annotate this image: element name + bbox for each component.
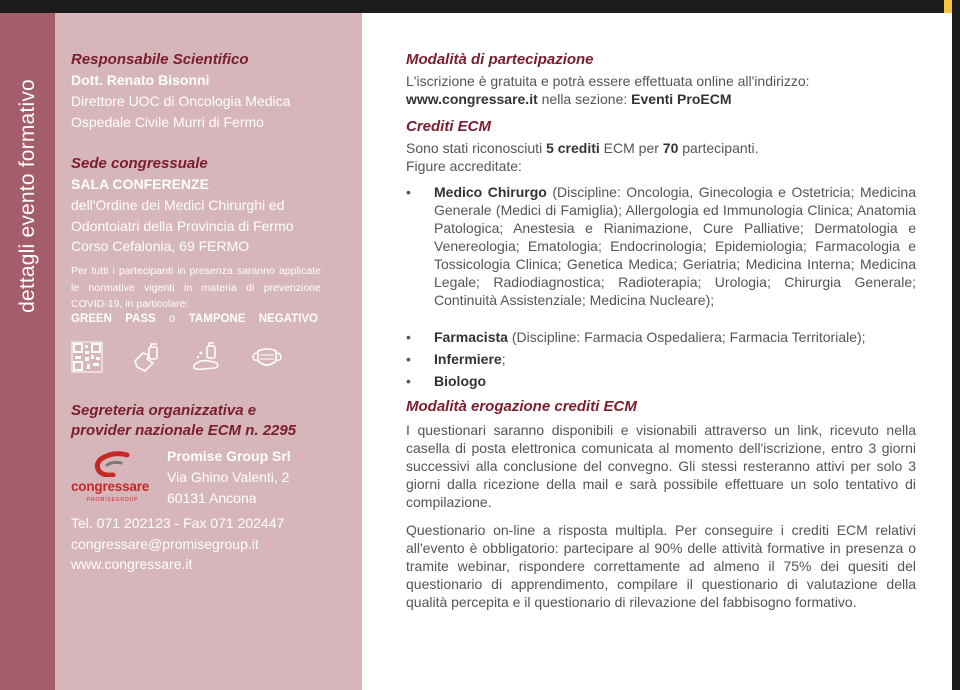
partecipazione-heading: Modalità di partecipazione	[406, 51, 594, 68]
partecipazione-text	[406, 72, 916, 108]
bullet-title: Medico Chirurgo	[434, 184, 547, 200]
email-link[interactable]: congressare@promisegroup.it	[71, 535, 259, 552]
bullet-dot: •	[406, 184, 411, 200]
bullet-dot: •	[406, 329, 411, 345]
company-block	[167, 446, 357, 508]
bullet-infermiere	[434, 350, 916, 368]
crediti-count: 5 crediti	[546, 140, 600, 156]
bullet-text: ;	[501, 351, 506, 367]
segreteria-heading-2: provider nazionale ECM n. 2295	[71, 422, 297, 439]
bullet-dot: •	[406, 351, 411, 367]
covid-text: Per tutti i partecipanti in presenza saranno applicate le normative vigenti in materia di prevenzione COVID-19, in particolare:	[71, 265, 321, 310]
bullet-biologo	[434, 372, 916, 390]
qr-code-icon	[71, 341, 103, 373]
hand-wash-icon	[191, 341, 223, 373]
segreteria-section	[71, 401, 353, 441]
figure-accreditate: Figure accreditate:	[406, 158, 522, 174]
side-strip	[0, 13, 55, 690]
bullet-title: Farmacista	[434, 329, 508, 345]
partecipazione-section: Eventi ProECM	[631, 91, 732, 107]
bullet-title: Infermiere	[434, 351, 502, 367]
responsabile-hospital: Ospedale Civile Murri di Fermo	[71, 113, 264, 130]
crediti-text	[406, 139, 916, 175]
negativo-label: NEGATIVO	[258, 312, 318, 325]
company-street: Via Ghino Valenti, 2	[167, 469, 290, 485]
contacts-block	[71, 513, 353, 575]
crediti-heading: Crediti ECM	[406, 118, 492, 135]
logo-swoosh-icon	[93, 451, 133, 477]
bullet-text: (Discipline: Oncologia, Ginecologia e Ostetricia; Medicina Generale (Medici di Famiglia); Allergologia ed Immunologia Clinica; Anatomia Patologica; Anestesia e Rianimazione, Cure Palliative; Dermatologia e Venereologia; Ematologia; Endocrinologia; Epidemiologia; Farmacologia e Tossicologia Clinica; Genetica Medica; Geriatria; Medicina Interna; Medicina Legale; Radiodiagnostica; Radioterapia; Urologia; Chirurgia Generale; Continuità Assistenziale; Medicina Nucleare);	[434, 184, 916, 308]
partecipazione-line-1: L'iscrizione è gratuita e potrà essere effettuata online all'indirizzo:	[406, 73, 810, 89]
sede-venue: SALA CONFERENZE	[71, 176, 209, 192]
sede-address: Corso Cefalonia, 69 FERMO	[71, 238, 250, 254]
website-link[interactable]: www.congressare.it	[71, 556, 193, 572]
crediti-t2: ECM per	[603, 140, 663, 156]
congressare-logo	[71, 451, 159, 511]
covid-icons	[71, 341, 283, 373]
vertical-title: dettagli evento formativo	[16, 79, 39, 313]
bullet-dot: •	[406, 373, 411, 389]
segreteria-heading-1: Segreteria organizzativa e	[71, 402, 257, 419]
bullet-text: (Discipline: Farmacia Ospedaliera; Farmacia Territoriale);	[507, 329, 866, 345]
responsabile-heading: Responsabile Scientifico	[71, 51, 249, 68]
erogazione-paragraph-2: Questionario on-line a risposta multipla. Per conseguire i crediti ECM relativi all'evento è obbligatorio: partecipare al 90% delle attività formative in presenza o tramite webinar, rispondere correttamente ad almeno il 75% dei quesiti del questionario di apprendimento, compilare il questionario di valutazione della qualità percepita e il questionario di rilevazione del fabbisogno formativo.	[406, 522, 916, 610]
o-label: o	[169, 312, 176, 325]
crediti-participants: 70	[662, 140, 679, 156]
erogazione-heading: Modalità erogazione crediti ECM	[406, 398, 637, 415]
responsabile-role: Direttore UOC di Oncologia Medica	[71, 93, 291, 109]
green-label: GREEN	[71, 312, 112, 325]
responsabile-name: Dott. Renato Bisonni	[71, 72, 210, 88]
covid-note	[71, 263, 321, 325]
company-city: 60131 Ancona	[167, 489, 257, 506]
crediti-t1: Sono stati riconosciuti	[406, 140, 547, 156]
left-panel	[55, 13, 362, 690]
sede-section	[71, 154, 353, 257]
sede-line-1: dell'Ordine dei Medici Chirurghi ed	[71, 197, 285, 213]
company-name: Promise Group Srl	[167, 448, 291, 464]
hand-sanitizer-icon	[131, 341, 163, 373]
logo-subtitle: PROMISEGROUP	[87, 497, 138, 503]
responsabile-section	[71, 50, 353, 132]
tampone-label: TAMPONE	[188, 312, 246, 325]
flyer-page	[0, 13, 952, 690]
partecipazione-mid: nella sezione:	[541, 91, 632, 107]
erogazione-paragraph-1: I questionari saranno disponibili e visionabili attraverso un link, ricevuto nella casella di posta elettronica comunicata al momento dell'iscrizione, entro 3 giorni successivi alla conclusione del convegno. Gli stessi resteranno attivi per solo 3 giorni dalla ricezione della mail e sarà possibile effettuare un solo tentativo di compilazione.	[406, 422, 916, 510]
bullet-title: Biologo	[434, 373, 487, 389]
logo-brand: congressare	[71, 479, 150, 494]
green-pass-line	[71, 313, 318, 325]
face-mask-icon	[251, 341, 283, 373]
bullet-medico	[434, 183, 916, 309]
sede-line-2: Odontoiatri della Provincia di Fermo	[71, 217, 294, 234]
pass-label: PASS	[125, 312, 156, 325]
sede-heading: Sede congressuale	[71, 155, 208, 172]
phone-fax: Tel. 071 202123 - Fax 071 202447	[71, 515, 285, 531]
partecipazione-url[interactable]: www.congressare.it	[406, 91, 538, 107]
crediti-t3: partecipanti.	[682, 140, 759, 156]
tape-corner	[944, 0, 952, 13]
bullet-farmacista	[434, 328, 916, 346]
